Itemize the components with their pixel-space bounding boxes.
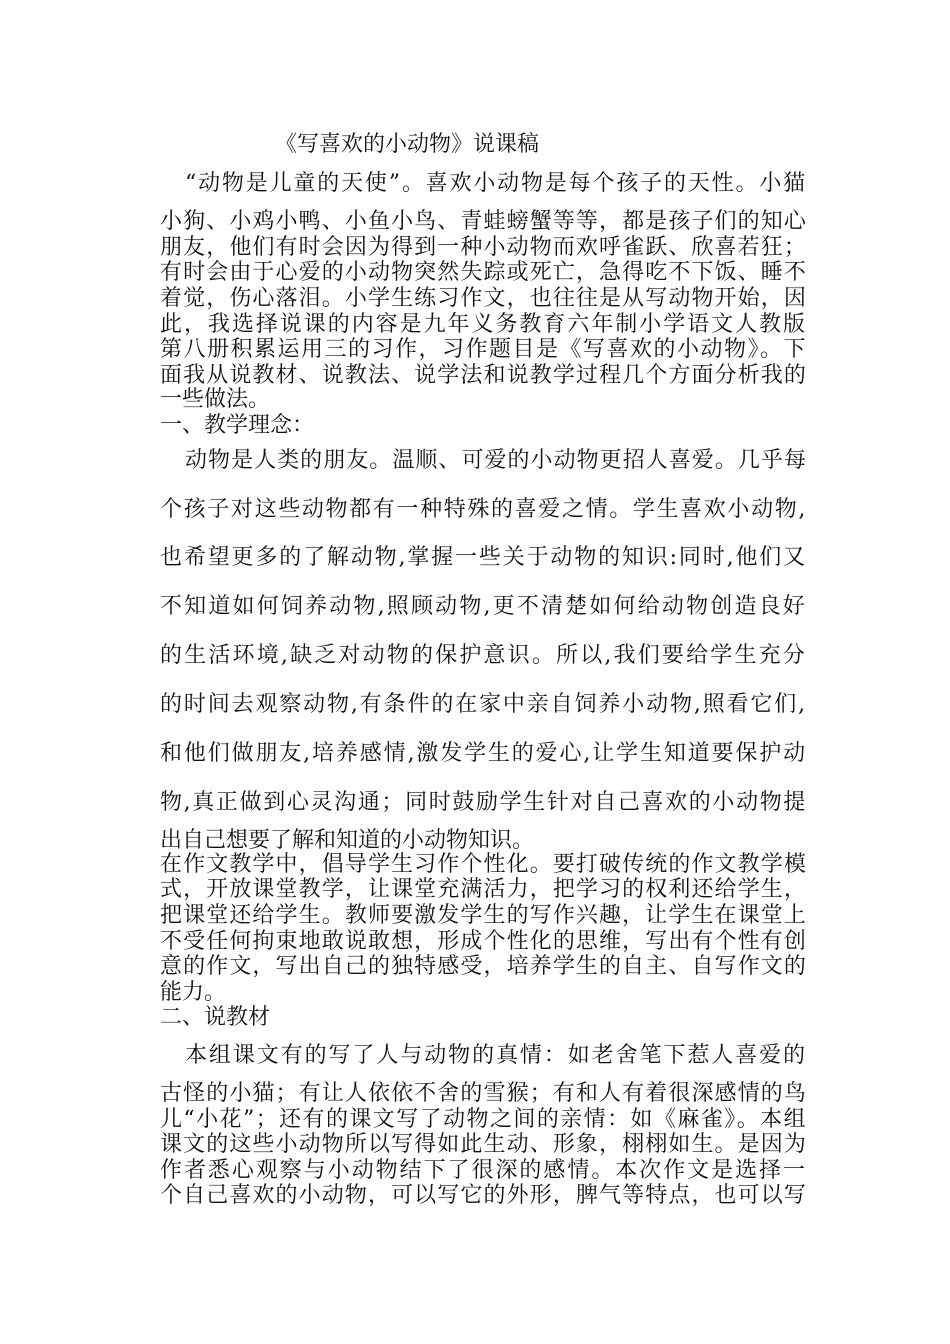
text-line: 小狗、小鸡小鸭、小鱼小鸟、青蛙螃蟹等等，都是孩子们的知心 <box>160 209 807 234</box>
text-line: 第八册积累运用三的习作，习作题目是《写喜欢的小动物》。下 <box>160 337 807 362</box>
document-title: 《写喜欢的小动物》说课稿 <box>275 132 540 157</box>
section-heading-teaching-philosophy: 一、教学理念： <box>160 413 315 438</box>
text-line: 个孩子对这些动物都有一种特殊的喜爱之情。学生喜欢小动物, <box>160 497 807 522</box>
text-line: 一些做法。 <box>160 387 271 412</box>
text-line: 在作文教学中，倡导学生习作个性化。要打破传统的作文教学模 <box>160 852 807 877</box>
text-line: 本组课文有的写了人与动物的真情：如老舍笔下惹人喜爱的 <box>185 1043 807 1068</box>
text-line: 面我从说教材、说教法、说学法和说教学过程几个方面分析我的 <box>160 363 807 388</box>
text-line: 不知道如何饲养动物,照顾动物,更不清楚如何给动物创造良好 <box>160 594 807 619</box>
section-heading-teaching-material: 二、说教材 <box>160 1005 271 1030</box>
text-line: 个自己喜欢的小动物，可以写它的外形，脾气等特点，也可以写 <box>160 1183 807 1208</box>
text-line: 有时会由于心爱的小动物突然失踪或死亡，急得吃不下饭、睡不 <box>160 260 807 285</box>
text-line: 课文的这些小动物所以写得如此生动、形象，栩栩如生。是因为 <box>160 1132 807 1157</box>
text-line: 的时间去观察动物,有条件的在家中亲自饲养小动物,照看它们, <box>160 692 807 717</box>
text-line: 能力。 <box>160 980 227 1005</box>
text-line: 的生活环境,缺乏对动物的保护意识。所以,我们要给学生充分 <box>160 643 807 668</box>
text-line: 也希望更多的了解动物,掌握一些关于动物的知识:同时,他们又 <box>160 545 807 570</box>
text-line: 把课堂还给学生。教师要激发学生的写作兴趣，让学生在课堂上 <box>160 903 807 928</box>
text-line: 朋友，他们有时会因为得到一种小动物而欢呼雀跃、欣喜若狂； <box>160 235 807 260</box>
text-line: 此，我选择说课的内容是九年义务教育六年制小学语文人教版 <box>160 312 807 337</box>
text-line: 古怪的小猫；有让人依依不舍的雪猴；有和人有着很深感情的鸟 <box>160 1081 807 1106</box>
text-line: 出自己想要了解和知道的小动物知识。 <box>160 828 535 853</box>
text-line: 式，开放课堂教学，让课堂充满活力，把学习的权利还给学生， <box>160 877 807 902</box>
text-line: 不受任何拘束地敢说敢想，形成个性化的思维，写出有个性有创 <box>160 929 807 954</box>
text-line: 动物是人类的朋友。温顺、可爱的小动物更招人喜爱。几乎每 <box>185 448 807 473</box>
text-line: 意的作文，写出自己的独特感受，培养学生的自主、自写作文的 <box>160 954 807 979</box>
text-line: 和他们做朋友,培养感情,激发学生的爱心,让学生知道要保护动 <box>160 741 807 766</box>
text-line: 儿“小花”；还有的课文写了动物之间的亲情：如《麻雀》。本组 <box>160 1107 807 1132</box>
text-line: 着觉，伤心落泪。小学生练习作文，也往往是从写动物开始，因 <box>160 286 807 311</box>
text-line: 物,真正做到心灵沟通；同时鼓励学生针对自己喜欢的小动物提 <box>160 790 807 815</box>
text-line: “动物是儿童的天使”。喜欢小动物是每个孩子的天性。小猫 <box>185 171 807 196</box>
text-line: 作者悉心观察与小动物结下了很深的感情。本次作文是选择一 <box>160 1158 807 1183</box>
